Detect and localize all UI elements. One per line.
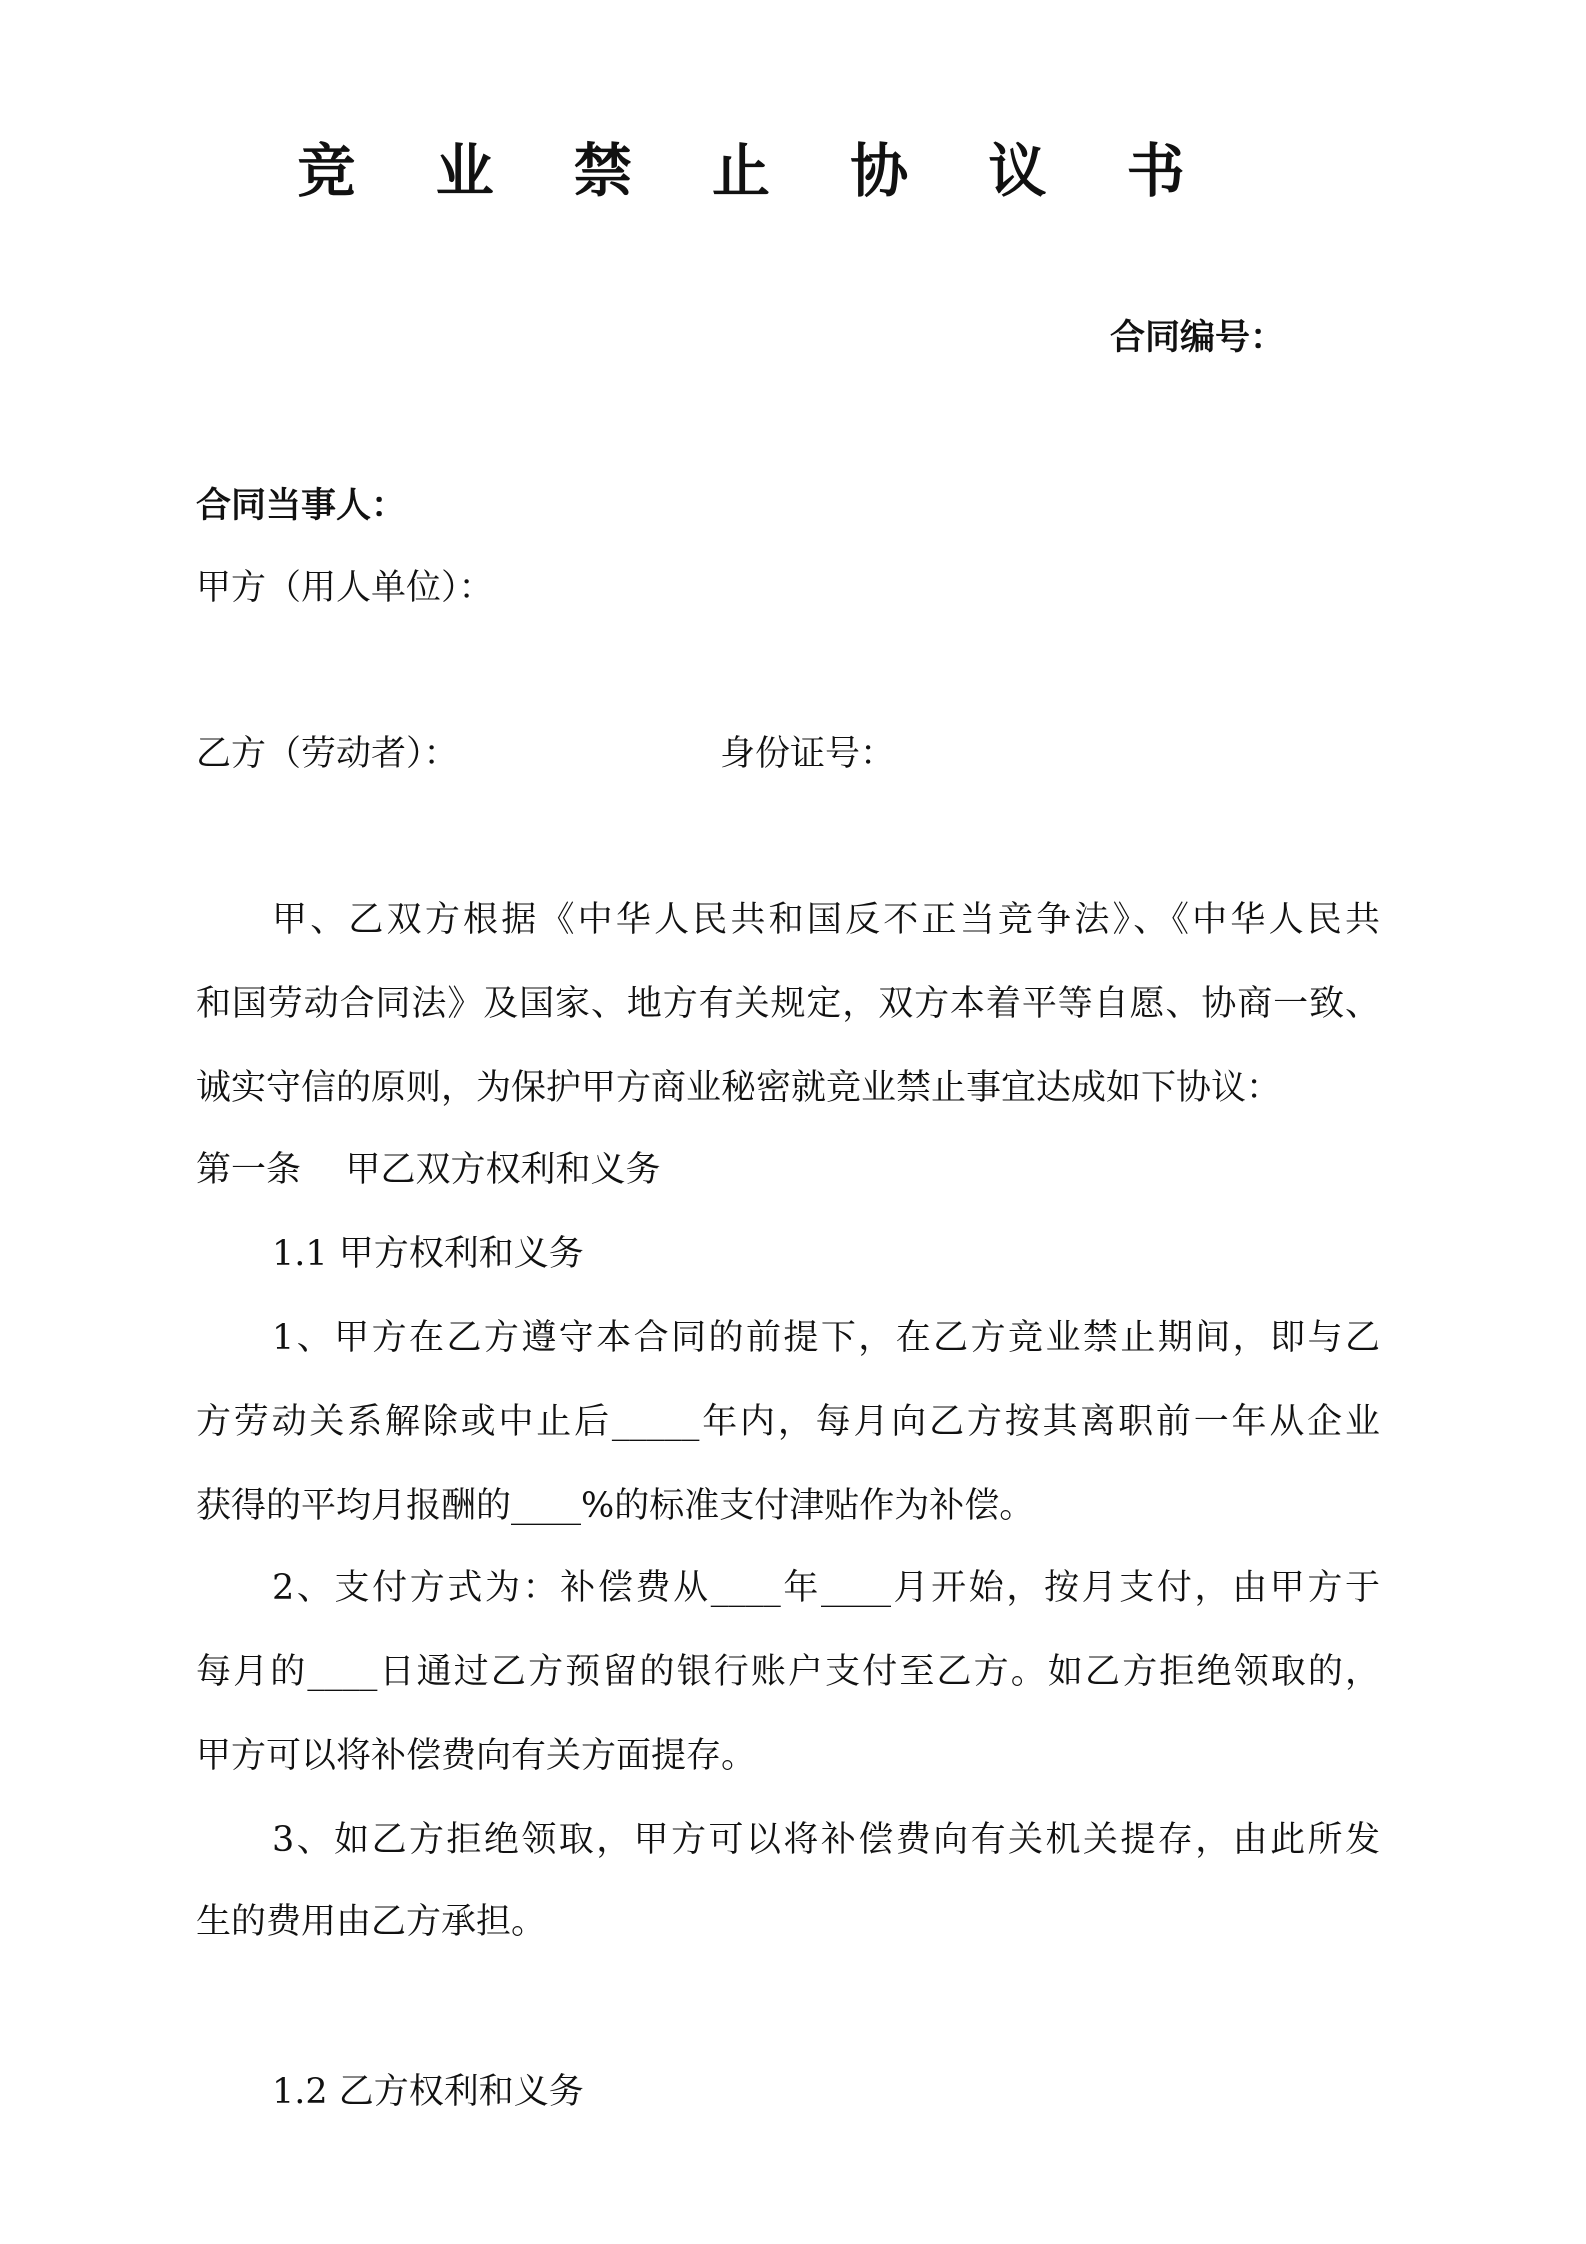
- clause-1-line: 方劳动关系解除或中止后_____年内，每月向乙方按其离职前一年从企业: [196, 1402, 1380, 1442]
- id-number-label: 身份证号：: [720, 734, 896, 774]
- document-title: 竞 业 禁 止 协 议 书: [297, 137, 1215, 205]
- clause-3-line: 3、如乙方拒绝领取，甲方可以将补偿费向有关机关提存，由此所发: [272, 1820, 1380, 1860]
- party-a-label: 甲方（用人单位）：: [196, 568, 494, 608]
- section-1-2-heading: 1.2 乙方权利和义务: [272, 2072, 584, 2112]
- intro-paragraph-line: 和国劳动合同法》及国家、地方有关规定，双方本着平等自愿、协商一致、: [196, 984, 1380, 1024]
- clause-2-line: 2、支付方式为：补偿费从____年____月开始，按月支付，由甲方于: [272, 1568, 1380, 1608]
- clause-2-line: 每月的____日通过乙方预留的银行账户支付至乙方。如乙方拒绝领取的，: [196, 1652, 1380, 1692]
- article-1-heading: 第一条 甲乙双方权利和义务: [196, 1150, 661, 1190]
- intro-paragraph-line: 甲、乙双方根据《中华人民共和国反不正当竞争法》、《中华人民共: [272, 900, 1380, 940]
- clause-1-line: 1、甲方在乙方遵守本合同的前提下，在乙方竞业禁止期间，即与乙: [272, 1318, 1380, 1358]
- clause-3-line: 生的费用由乙方承担。: [196, 1902, 547, 1942]
- clause-2-line: 甲方可以将补偿费向有关方面提存。: [196, 1736, 757, 1776]
- party-b-label: 乙方（劳动者）：: [196, 734, 459, 774]
- contract-number-label: 合同编号：: [1110, 317, 1286, 358]
- intro-paragraph-line: 诚实守信的原则，为保护甲方商业秘密就竞业禁止事宜达成如下协议：: [196, 1068, 1282, 1108]
- contract-parties-label: 合同当事人：: [196, 485, 407, 526]
- clause-1-line: 获得的平均月报酬的____%的标准支付津贴作为补偿。: [196, 1486, 1035, 1526]
- section-1-1-heading: 1.1 甲方权利和义务: [272, 1234, 584, 1274]
